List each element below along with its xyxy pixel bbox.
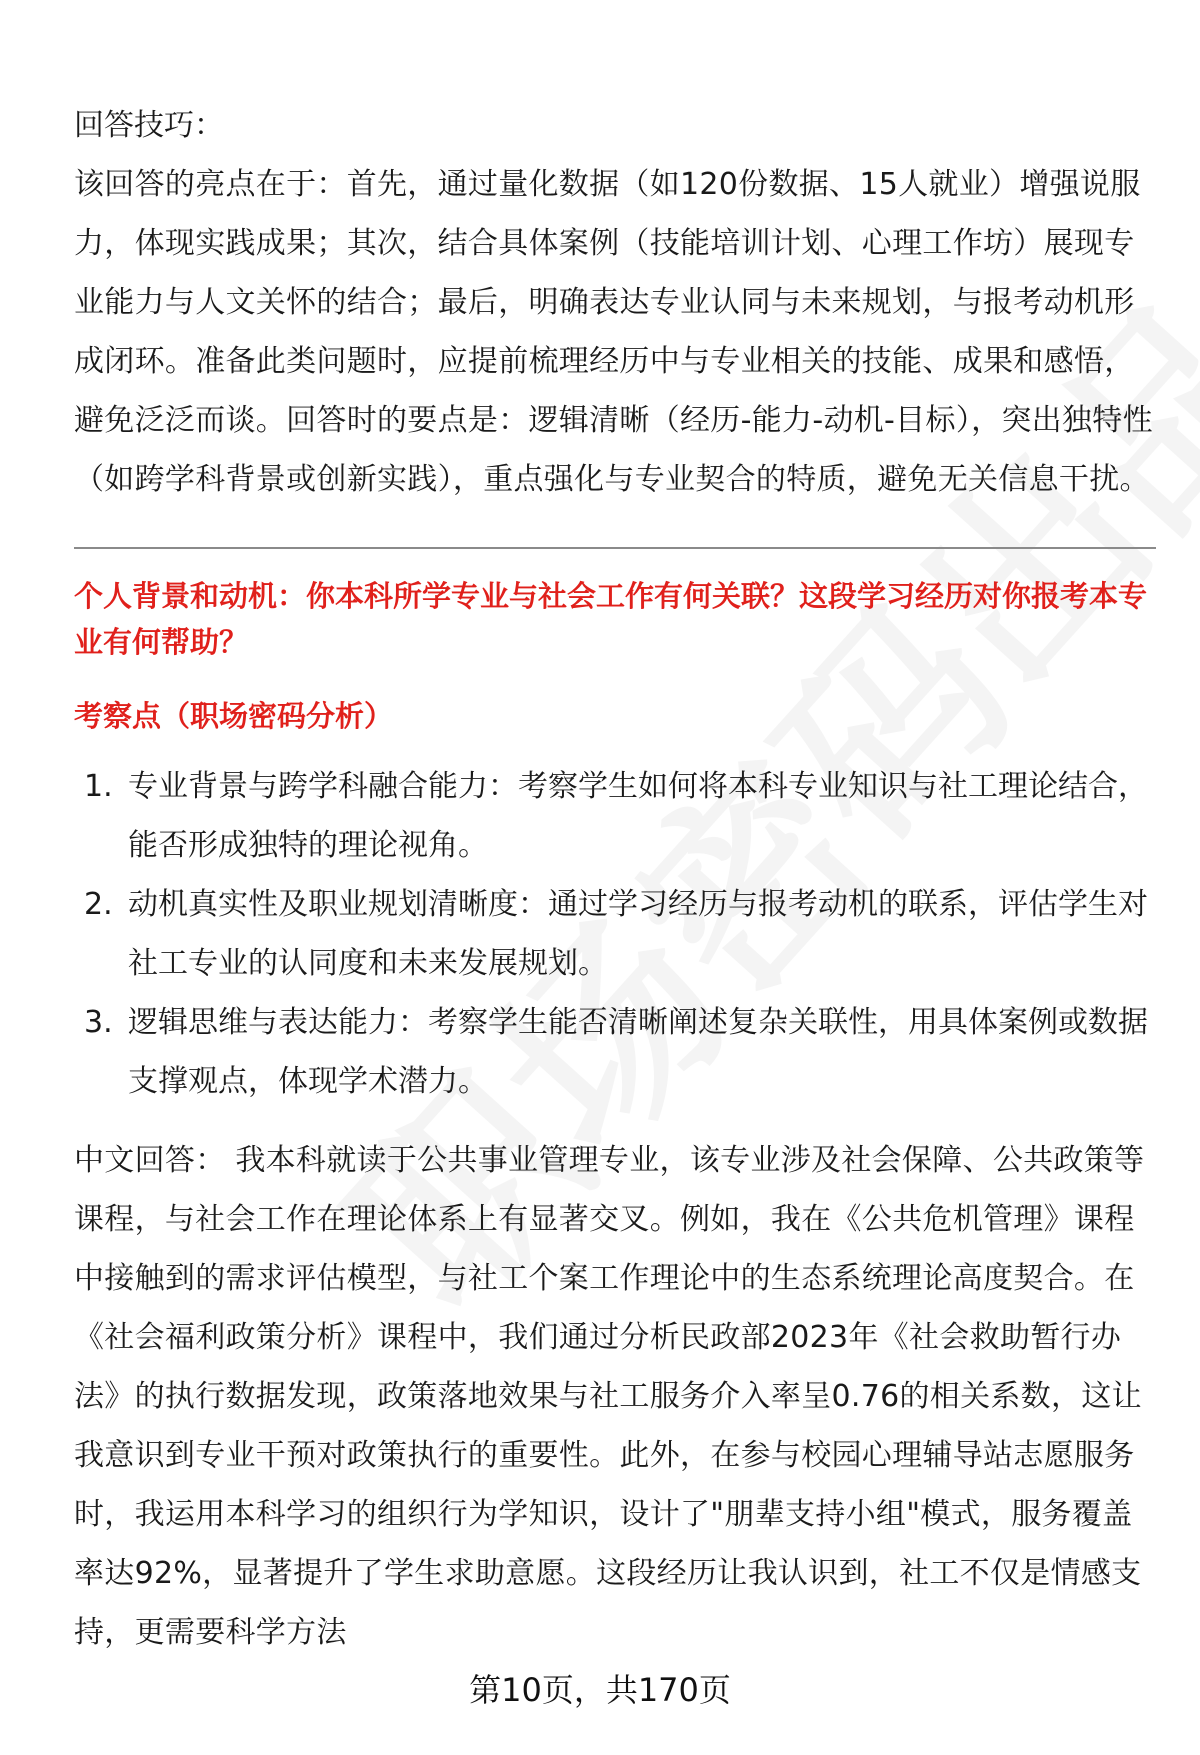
tips-paragraph: 该回答的亮点在于：首先，通过量化数据（如120份数据、15人就业）增强说服力，体现实践成果；其次，结合具体案例（技能培训计划、心理工作坊）展现专业能力与人文关怀的结合；最后，明确表达专业认同与未来规划，与报考动机形成闭环。准备此类问题时，应提前梳理经历中与专业相关的技能、成果和感悟，避免泛泛而谈。回答时的要点是：逻辑清晰（经历-能力-动机-目标），突出独特性（如跨学科背景或创新实践），重点强化与专业契合的特质，避免无关信息干扰。: [74, 167, 1153, 497]
answer-paragraph: 中文回答： 我本科就读于公共事业管理专业，该专业涉及社会保障、公共政策等课程，与社会工作在理论体系上有显著交叉。例如，我在《公共危机管理》课程中接触到的需求评估模型，与社工个案工作理论中的生态系统理论高度契合。在《社会福利政策分析》课程中，我们通过分析民政部2023年《社会救助暂行办法》的执行数据发现，政策落地效果与社工服务介入率呈0.76的相关系数，这让我意识到专业干预对政策执行的重要性。此外，在参与校园心理辅导站志愿服务时，我运用本科学习的组织行为学知识，设计了"朋辈支持小组"模式，服务覆盖率达92%，显著提升了学生求助意愿。这段经历让我认识到，社工不仅是情感支持，更需要科学方法: [74, 1143, 1145, 1650]
section-divider: [74, 547, 1156, 549]
question-heading: 个人背景和动机：你本科所学专业与社会工作有何关联？这段学习经历对你报考本专业有何帮助？: [74, 579, 1148, 659]
list-item-text: 动机真实性及职业规划清晰度：通过学习经历与报考动机的联系，评估学生对社工专业的认同度和未来发展规划。: [128, 887, 1148, 981]
assessment-points-title: 考察点（职场密码分析）: [74, 699, 394, 733]
assessment-points-list: [74, 757, 1156, 1111]
list-item: [74, 875, 1156, 993]
list-number: 3.: [84, 1005, 113, 1040]
list-item: [74, 993, 1156, 1111]
list-number: 1.: [84, 769, 113, 804]
tips-label: 回答技巧：: [74, 108, 224, 143]
document-page: [74, 96, 1156, 1662]
list-item-text: 专业背景与跨学科融合能力：考察学生如何将本科专业知识与社工理论结合，能否形成独特的理论视角。: [128, 769, 1148, 863]
list-number: 2.: [84, 887, 113, 922]
page-number-footer: 第10页，共170页: [469, 1671, 731, 1709]
list-item: [74, 757, 1156, 875]
list-item-text: 逻辑思维与表达能力：考察学生能否清晰阐述复杂关联性，用具体案例或数据支撑观点，体现学术潜力。: [128, 1005, 1148, 1099]
